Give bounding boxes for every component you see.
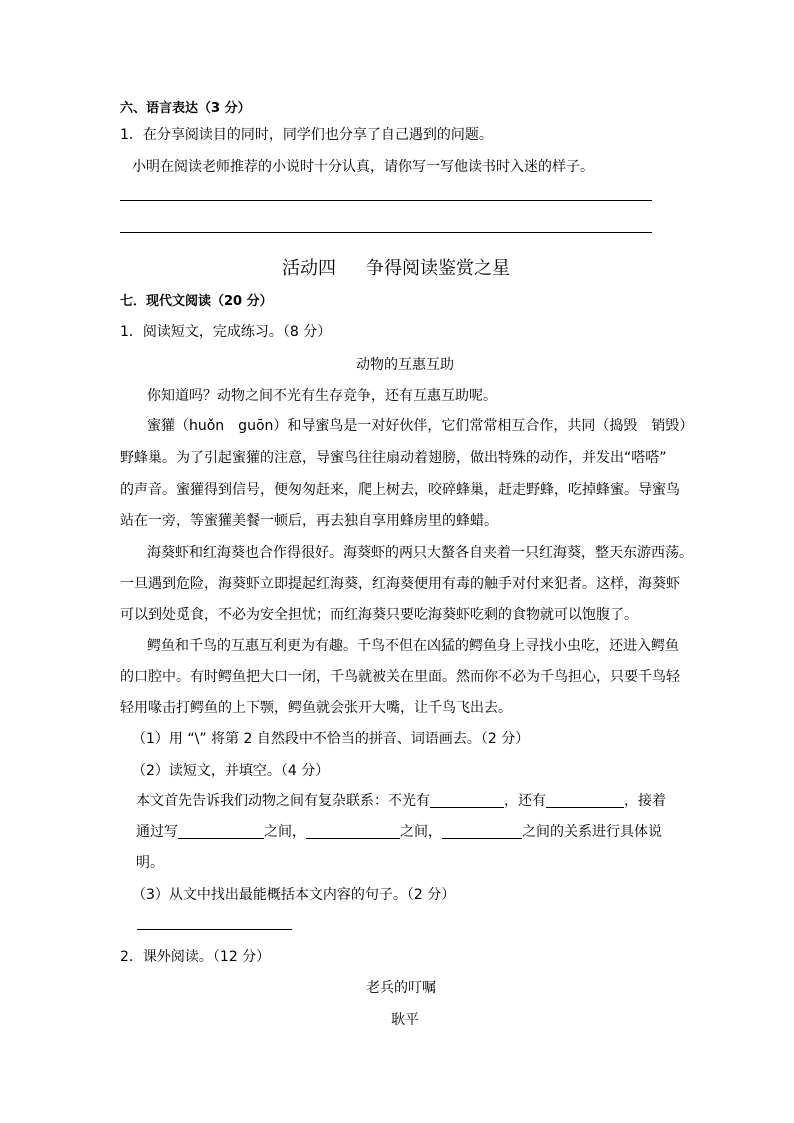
fill-text: 通过写 <box>136 824 178 840</box>
question-6-1-prompt: 小明在阅读老师推荐的小说时十分认真，请你写一写他读书时入迷的样子。 <box>132 159 594 175</box>
fill-text: 之间， <box>264 824 306 840</box>
paragraph-2-line: 的声音。蜜獾得到信号，便匆匆赶来，爬上树去，咬碎蜂巢，赶走野蜂，吃掉蜂蜜。导蜜鸟 <box>120 482 680 498</box>
section-6-title: 六、语言表达（3 分） <box>120 101 251 116</box>
question-7-2: 2．课外阅读。（12 分） <box>120 949 271 965</box>
blank-4[interactable] <box>306 824 400 839</box>
paragraph-3-line: 海葵虾和红海葵也合作得很好。海葵虾的两只大螯各自夹着一只红海葵，整天东游西荡。 <box>147 545 693 561</box>
paragraph-3-line: 一旦遇到危险，海葵虾立即提起红海葵，红海葵便用有毒的触手对付来犯者。这样，海葵虾 <box>120 576 680 592</box>
fill-line-3: 明。 <box>136 855 164 871</box>
question-6-1: 1．在分享阅读目的同时，同学们也分享了自己遇到的问题。 <box>120 127 493 143</box>
paragraph-4-line: 的口腔中。有时鳄鱼把大口一闭，千鸟就被关在里面。然而你不必为千鸟担心，只要千鸟轻 <box>120 669 680 685</box>
sub-question-2: （2）读短文，并填空。（4 分） <box>132 763 330 779</box>
fill-line-1 <box>136 790 666 810</box>
blank-5[interactable] <box>442 824 522 839</box>
paragraph-4-line: 鳄鱼和千鸟的互惠互利更为有趣。千鸟不但在凶猛的鳄鱼身上寻找小虫吃，还进入鳄鱼 <box>147 638 679 654</box>
paragraph-2-line: 野蜂巢。为了引起蜜獾的注意，导蜜鸟往往扇动着翅膀，做出特殊的动作，并发出“嗒嗒” <box>120 450 667 466</box>
sub-question-1: （1）用 “\” 将第 2 自然段中不恰当的拼音、词语画去。（2 分） <box>132 731 530 747</box>
activity-title: 活动四 <box>282 258 336 279</box>
fill-text: 本文首先告诉我们动物之间有复杂联系：不光有 <box>136 793 430 809</box>
paragraph-2-line: 站在一旁，等蜜獾美餐一顿后，再去独自享用蜂房里的蜂蜡。 <box>120 513 498 529</box>
blank-1[interactable] <box>430 793 504 808</box>
fill-line-2 <box>136 821 662 841</box>
blank-3[interactable] <box>178 824 264 839</box>
paragraph-1: 你知道吗？动物之间不光有生存竞争，还有互惠互助呢。 <box>147 388 497 404</box>
answer-line-3[interactable] <box>137 929 292 930</box>
answer-line-2[interactable] <box>120 232 652 233</box>
section-7-title: 七．现代文阅读（20 分） <box>120 294 273 309</box>
fill-text: ，还有 <box>504 793 546 809</box>
fill-text: 之间的关系进行具体说 <box>522 824 662 840</box>
blank-2[interactable] <box>546 793 624 808</box>
answer-line-1[interactable] <box>120 200 652 201</box>
paragraph-2-line: 蜜獾（huǒn guōn）和导蜜鸟是一对好伙伴，它们常常相互合作，共同（捣毁 销毁） <box>147 418 694 434</box>
sub-question-3: （3）从文中找出最能概括本文内容的句子。（2 分） <box>132 887 456 903</box>
question-7-1: 1．阅读短文，完成练习。（8 分） <box>120 324 332 340</box>
fill-text: ，接着 <box>624 793 666 809</box>
paragraph-3-line: 可以到处觅食，不必为安全担忧；而红海葵只要吃海葵虾吃剩的食物就可以饱腹了。 <box>120 607 638 623</box>
story-author: 耿平 <box>391 1012 419 1028</box>
story-title: 老兵的叮嘱 <box>366 980 436 996</box>
fill-text: 之间， <box>400 824 442 840</box>
activity-subtitle: 争得阅读鉴赏之星 <box>366 258 510 279</box>
passage-title: 动物的互惠互助 <box>356 357 454 373</box>
paragraph-4-line: 轻用喙击打鳄鱼的上下颚，鳄鱼就会张开大嘴，让千鸟飞出去。 <box>120 700 512 716</box>
